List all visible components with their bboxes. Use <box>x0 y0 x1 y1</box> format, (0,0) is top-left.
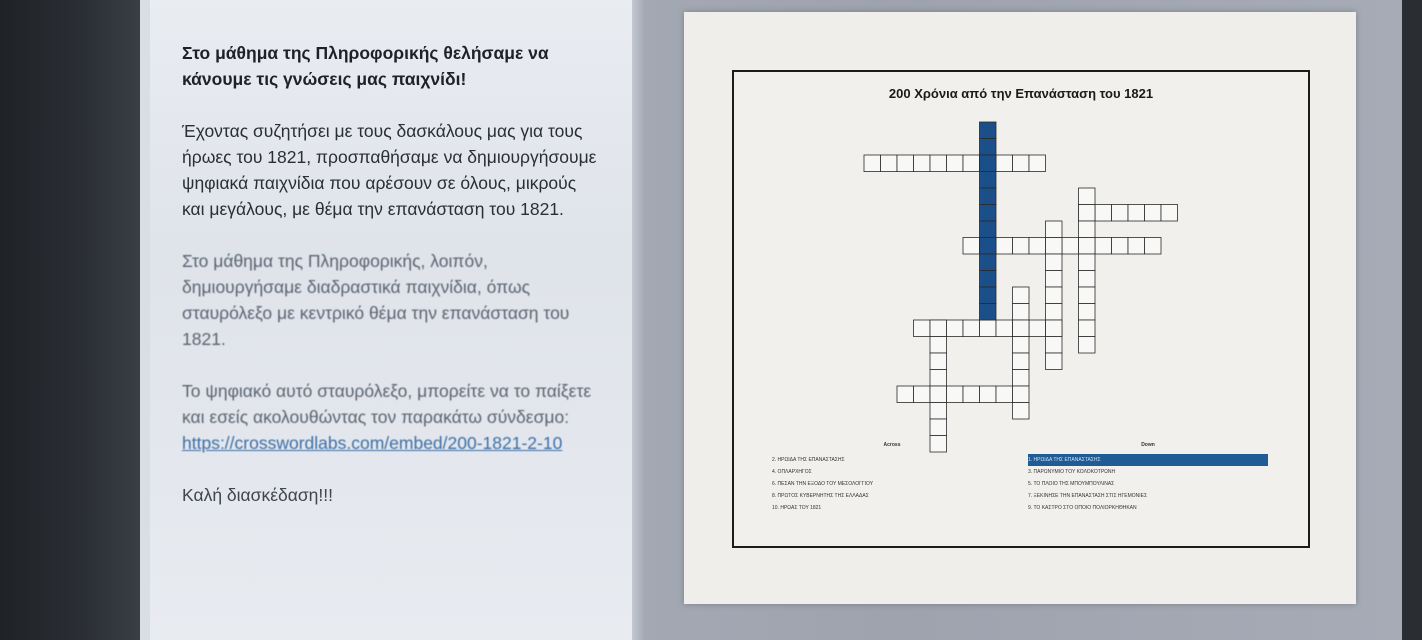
crossword-cell[interactable] <box>947 386 964 403</box>
down-clues <box>1028 442 1268 514</box>
crossword-cell[interactable] <box>947 320 964 337</box>
crossword-cell[interactable] <box>980 386 997 403</box>
crossword-cell[interactable] <box>1095 205 1112 222</box>
crossword-cell[interactable] <box>996 238 1013 255</box>
down-header: Down <box>1141 442 1155 448</box>
crossword-cell[interactable] <box>1013 287 1030 304</box>
greeting-text: Καλή διασκέδαση!!! <box>182 485 333 505</box>
crossword-cell[interactable] <box>980 172 997 189</box>
crossword-slide <box>684 12 1356 604</box>
down-clue-active[interactable]: 1. ΗΡΩΙΔΑ ΤΗΣ ΕΠΑΝΑΣΤΑΣΗΣ <box>1028 454 1268 466</box>
crossword-cell[interactable] <box>930 419 947 436</box>
down-clue[interactable]: 7. ΞΕΚΙΝΗΣΕ ΤΗΝ ΕΠΑΝΑΣΤΑΣΗ ΣΤΙΣ ΗΓΕΜΟΝΙΕΣ <box>1028 493 1148 499</box>
crossword-cell[interactable] <box>1046 221 1063 238</box>
crossword-cell[interactable] <box>914 155 931 172</box>
down-clue[interactable]: 3. ΠΑΡΩΝΥΜΙΟ ΤΟΥ ΚΟΛΟΚΟΤΡΩΝΗ <box>1028 469 1116 475</box>
monitor-bezel <box>1402 0 1422 640</box>
crossword-cell[interactable] <box>980 205 997 222</box>
crossword-cell[interactable] <box>1112 238 1129 255</box>
crossword-cell[interactable] <box>864 155 881 172</box>
crossword-cell[interactable] <box>1079 287 1096 304</box>
instructions-text: Το ψηφιακό αυτό σταυρόλεξο, μπορείτε να το παίξετε και εσείς ακολουθώντας τον παρακάτω σύνδεσμο: <box>182 381 592 427</box>
crossword-cell[interactable] <box>980 155 997 172</box>
crossword-cell[interactable] <box>1161 205 1178 222</box>
crossword-cell[interactable] <box>1095 238 1112 255</box>
crossword-cell[interactable] <box>1046 287 1063 304</box>
crossword-cell[interactable] <box>980 304 997 321</box>
crossword-cell[interactable] <box>1079 188 1096 205</box>
crossword-cell[interactable] <box>1046 271 1063 288</box>
text-panel <box>150 0 632 640</box>
crossword-cell[interactable] <box>897 386 914 403</box>
crossword-cell[interactable] <box>947 155 964 172</box>
crossword-cell[interactable] <box>930 320 947 337</box>
down-clue[interactable]: 5. ΤΟ ΠΛΟΙΟ ΤΗΣ ΜΠΟΥΜΠΟΥΛΙΝΑΣ <box>1028 481 1115 487</box>
crossword-cell[interactable] <box>1079 254 1096 271</box>
crossword-cell[interactable] <box>963 320 980 337</box>
crossword-cell[interactable] <box>1013 353 1030 370</box>
crossword-cell[interactable] <box>963 386 980 403</box>
paragraph-instructions <box>182 378 602 456</box>
crossword-cell[interactable] <box>930 353 947 370</box>
crossword-cell[interactable] <box>1145 238 1162 255</box>
paragraph-games: Στο μάθημα της Πληροφορικής, λοιπόν, δημιουργήσαμε διαδραστικά παιχνίδια, όπως σταυρόλεξο με κεντρικό θέμα την επανάσταση του 1821. <box>182 251 570 349</box>
crossword-cell[interactable] <box>980 254 997 271</box>
crossword-cell[interactable] <box>897 155 914 172</box>
crossword-cell[interactable] <box>1046 353 1063 370</box>
crossword-cell[interactable] <box>930 337 947 354</box>
crossword-cell[interactable] <box>980 188 997 205</box>
crossword-cell[interactable] <box>1046 320 1063 337</box>
crossword-cell[interactable] <box>1013 337 1030 354</box>
crossword-cell[interactable] <box>996 155 1013 172</box>
crossword-cell[interactable] <box>1079 205 1096 222</box>
crossword-cell[interactable] <box>980 320 997 337</box>
crossword-cell[interactable] <box>1013 403 1030 420</box>
crossword-cell[interactable] <box>1079 304 1096 321</box>
crossword-cell[interactable] <box>1013 320 1030 337</box>
crossword-cell[interactable] <box>1046 238 1063 255</box>
crossword-cell[interactable] <box>963 155 980 172</box>
crossword-cell[interactable] <box>980 139 997 156</box>
crossword-cell[interactable] <box>1013 155 1030 172</box>
crossword-cell[interactable] <box>996 320 1013 337</box>
across-clue[interactable]: 6. ΠΕΣΑΝ ΤΗΝ ΕΞΟΔΟ ΤΟΥ ΜΕΣΟΛΟΓΓΙΟΥ <box>772 481 874 487</box>
crossword-cell[interactable] <box>1013 370 1030 387</box>
crossword-cell[interactable] <box>1079 320 1096 337</box>
crossword-cell[interactable] <box>980 271 997 288</box>
crossword-cell[interactable] <box>1112 205 1129 222</box>
crossword-cell[interactable] <box>1013 304 1030 321</box>
crossword-cell[interactable] <box>963 238 980 255</box>
crossword-cell[interactable] <box>980 238 997 255</box>
crossword-cell[interactable] <box>1046 337 1063 354</box>
crossword-cell[interactable] <box>1013 238 1030 255</box>
crossword-cell[interactable] <box>1062 238 1079 255</box>
crossword-cell[interactable] <box>914 386 931 403</box>
crossword-link[interactable]: https://crosswordlabs.com/embed/200-1821-2-10 <box>182 433 563 453</box>
across-header: Across <box>883 442 901 448</box>
down-clue[interactable]: 9. ΤΟ ΚΑΣΤΡΟ ΣΤΟ ΟΠΟΙΟ ΠΟΛΙΟΡΚΗΘΗΚΑΝ <box>1028 505 1137 511</box>
crossword-cell[interactable] <box>1029 155 1046 172</box>
crossword-cell[interactable] <box>980 287 997 304</box>
crossword-cell[interactable] <box>1013 386 1030 403</box>
crossword-cell[interactable] <box>1079 221 1096 238</box>
crossword-frame <box>732 70 1310 548</box>
paragraph-heroes: Έχοντας συζητήσει με τους δασκάλους μας για τους ήρωες του 1821, προσπαθήσαμε να δημιουργήσουμε ψηφιακά παιχνίδια που αρέσουν σε όλους, μικρούς και μεγάλους, με θέμα την επανάσταση του 1821. <box>182 121 597 219</box>
crossword-cell[interactable] <box>930 386 947 403</box>
crossword-cell[interactable] <box>1079 238 1096 255</box>
across-clues <box>772 442 1012 514</box>
across-clue[interactable]: 4. ΟΠΛΑΡΧΗΓΟΣ <box>772 469 812 475</box>
crossword-cell[interactable] <box>1128 205 1145 222</box>
crossword-cell[interactable] <box>914 320 931 337</box>
crossword-cell[interactable] <box>980 221 997 238</box>
crossword-cell[interactable] <box>1128 238 1145 255</box>
crossword-cell[interactable] <box>1046 304 1063 321</box>
crossword-cell[interactable] <box>930 370 947 387</box>
crossword-cell[interactable] <box>930 155 947 172</box>
crossword-cell[interactable] <box>1079 337 1096 354</box>
across-clue[interactable]: 2. ΗΡΩΙΔΑ ΤΗΣ ΕΠΑΝΑΣΤΑΣΗΣ <box>772 457 845 463</box>
crossword-cell[interactable] <box>996 386 1013 403</box>
across-clue[interactable]: 8. ΠΡΩΤΟΣ ΚΥΒΕΡΝΗΤΗΣ ΤΗΣ ΕΛΛΑΔΑΣ <box>772 493 869 499</box>
intro-heading: Στο μάθημα της Πληροφορικής θελήσαμε να κάνουμε τις γνώσεις μας παιχνίδι! <box>182 43 549 89</box>
crossword-cell[interactable] <box>1145 205 1162 222</box>
crossword-cell[interactable] <box>980 122 997 139</box>
crossword-cell[interactable] <box>930 403 947 420</box>
crossword-cell[interactable] <box>1029 238 1046 255</box>
crossword-cell[interactable] <box>1079 271 1096 288</box>
crossword-cell[interactable] <box>1046 254 1063 271</box>
crossword-cell[interactable] <box>881 155 898 172</box>
crossword-cell[interactable] <box>1029 320 1046 337</box>
across-clue[interactable]: 10. ΗΡΩΑΣ ΤΟΥ 1821 <box>772 505 822 511</box>
puzzle-title: 200 Χρόνια από την Επανάσταση του 1821 <box>888 86 1154 101</box>
